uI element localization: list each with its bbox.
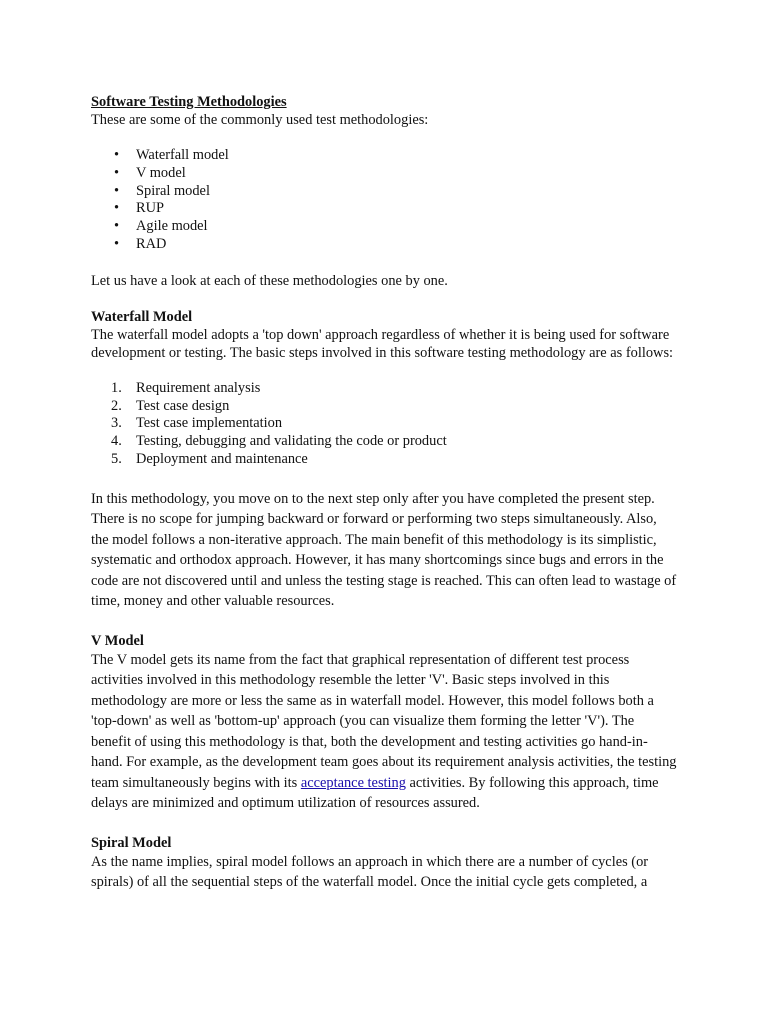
spacer (91, 254, 677, 272)
list-item: • V model (114, 164, 186, 181)
methodology-list (91, 147, 677, 254)
list-item: 5. Deployment and maintenance (111, 450, 308, 467)
spacer (91, 814, 677, 834)
bullet-icon: • (114, 164, 120, 181)
waterfall-heading: Waterfall Model (91, 308, 193, 325)
list-item: • Agile model (114, 218, 208, 235)
bullet-icon: • (114, 218, 120, 235)
list-item: • RUP (114, 200, 164, 217)
bullet-icon: • (114, 182, 120, 199)
intro-text: These are some of the commonly used test methodologies: (91, 112, 429, 128)
spacer (91, 362, 677, 380)
v-model-heading: V Model (91, 632, 144, 649)
step-number: 5. (111, 450, 122, 467)
bullet-icon: • (114, 235, 120, 252)
step-number: 3. (111, 415, 122, 432)
spacer (91, 612, 677, 632)
bullet-icon: • (114, 200, 120, 217)
list-item: • Spiral model (114, 182, 210, 199)
list-item: 2. Test case design (111, 397, 230, 414)
waterfall-body: In this methodology, you move on to the next step only after you have completed the present step. There is no scope for jumping backward or forward or performing two steps simultaneously. Also, the model follows a non-iterative approach. The main benefit of this methodology is its simplistic, systematic and orthodox approach. However, it has many shortcomings since bugs and errors in the code are not discovered until and unless the testing stage is reached. This can often lead to wastage of time, money and other valuable resources. (91, 490, 677, 610)
waterfall-steps-list (91, 380, 677, 469)
page-title: Software Testing Methodologies (91, 94, 287, 110)
transition-text: Let us have a look at each of these methodologies one by one. (91, 272, 448, 289)
step-number: 4. (111, 433, 122, 450)
bullet-icon: • (114, 147, 120, 163)
list-item: 1. Requirement analysis (111, 379, 261, 396)
acceptance-testing-link[interactable]: acceptance testing (300, 774, 406, 791)
spiral-model-body: As the name implies, spiral model follows an approach in which there are a number of cycles (or spirals) of all the sequential steps of the waterfall model. Once the initial cycle gets completed, a (91, 853, 649, 891)
list-item: • RAD (114, 235, 167, 252)
step-number: 2. (111, 397, 122, 414)
spiral-model-heading: Spiral Model (91, 834, 172, 851)
list-item: • Waterfall model (114, 147, 229, 163)
spacer (91, 290, 677, 308)
list-item: 3. Test case implementation (111, 415, 283, 432)
v-model-body: The V model gets its name from the fact that graphical representation of different test process activities involved in this methodology resemble the letter 'V'. Basic steps involved in this methodology are more or less the same as in waterfall model. However, this model follows both a 'top-down' as well as 'bottom-up' approach (you can visualize them forming the letter 'V'). The benefit of using this methodology is that, both the development and testing activities go hand-in-hand. For example, as the development team goes about its requirement analysis activities, the testing team simultaneously begins with its acceptance testing activities. By following this approach, time delays are minimized and optimum utilization of resources assured. (91, 651, 677, 812)
list-item: 4. Testing, debugging and validating the code or product (111, 433, 447, 450)
waterfall-intro: The waterfall model adopts a 'top down' approach regardless of whether it is being used for software development or testing. The basic steps involved in this software testing methodology are as follows: (91, 326, 674, 361)
step-number: 1. (111, 379, 122, 396)
spacer (91, 129, 677, 147)
spacer (91, 469, 677, 489)
